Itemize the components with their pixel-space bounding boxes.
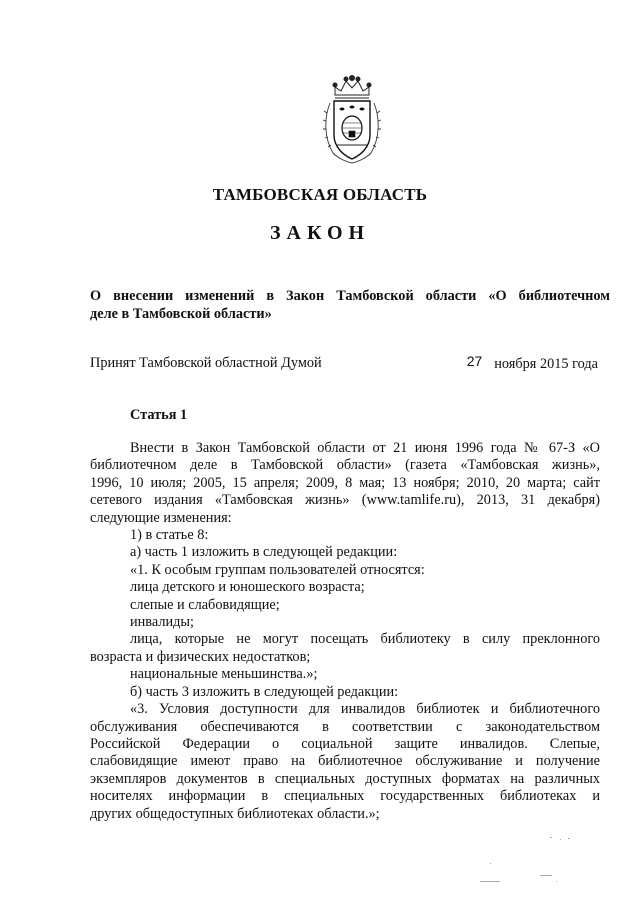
paragraph-line: лица, которые не могут посещать библиотеку в силу преклонного (130, 631, 600, 648)
paragraph-line: носителях информации в специальных государственных библиотеках и (90, 788, 600, 805)
coat-of-arms-emblem (321, 73, 383, 165)
adoption-day: 27 (466, 353, 483, 369)
paragraph-line: а) часть 1 изложить в следующей редакции: (130, 544, 398, 561)
paragraph-line: 1996, 10 июля; 2005, 15 апреля; 2009, 8 мая; 13 ноября; 2010, 20 марта; сайт (90, 474, 600, 491)
paragraph-line: «3. Условия доступности для инвалидов библиотек и библиотечного (130, 701, 600, 718)
law-title-line: О внесении изменений в Закон Тамбовской области «О библиотечном (90, 288, 610, 304)
paragraph-line: 1) в статье 8: (130, 527, 209, 544)
adoption-statement: Принят Тамбовской областной Думой (90, 355, 322, 371)
paragraph-line: Внести в Закон Тамбовской области от 21 июня 1996 года № 67-З «О (130, 440, 600, 456)
document-type-heading: ЗАКОН (269, 222, 371, 244)
adoption-month-year: ноября 2015 года (494, 356, 598, 372)
paragraph-line: библиотечном деле в Тамбовской области» (газета «Тамбовская жизнь», (90, 457, 600, 474)
region-heading: ТАМБОВСКАЯ ОБЛАСТЬ (212, 185, 428, 204)
article-body (90, 440, 600, 823)
paragraph-line: национальные меньшинства.»; (130, 666, 318, 683)
paragraph-line: обслуживания обеспечиваются в соответствии с законодательством (90, 718, 600, 735)
paragraph-line: сетевого издания «Тамбовская жизнь» (www.tamlife.ru), 2013, 31 декабря) (90, 492, 600, 509)
paragraph-line: лица детского и юношеского возраста; (130, 579, 365, 596)
law-title (90, 287, 610, 323)
article-heading: Статья 1 (130, 407, 188, 423)
paragraph-line: слабовидящие имеют право на библиотечное обслуживание и получение (90, 753, 600, 770)
paragraph-line: Российской Федерации о социальной защите инвалидов. Слепые, (90, 735, 600, 752)
paragraph-line: б) часть 3 изложить в следующей редакции: (130, 683, 399, 700)
paragraph-line: возраста и физических недостатков; (90, 648, 311, 665)
adoption-date (467, 355, 598, 373)
paragraph-line: слепые и слабовидящие; (130, 596, 280, 613)
paragraph-line: следующие изменения: (90, 509, 232, 526)
scan-noise-marks (480, 835, 590, 895)
paragraph-line: «1. К особым группам пользователей относятся: (130, 561, 425, 578)
paragraph-line: экземпляров документов в специальных доступных форматах на различных (90, 770, 600, 787)
paragraph-line: инвалиды; (130, 614, 194, 631)
paragraph-line: других общедоступных библиотеках области.»; (90, 805, 380, 822)
law-title-line: деле в Тамбовской области» (90, 306, 272, 322)
